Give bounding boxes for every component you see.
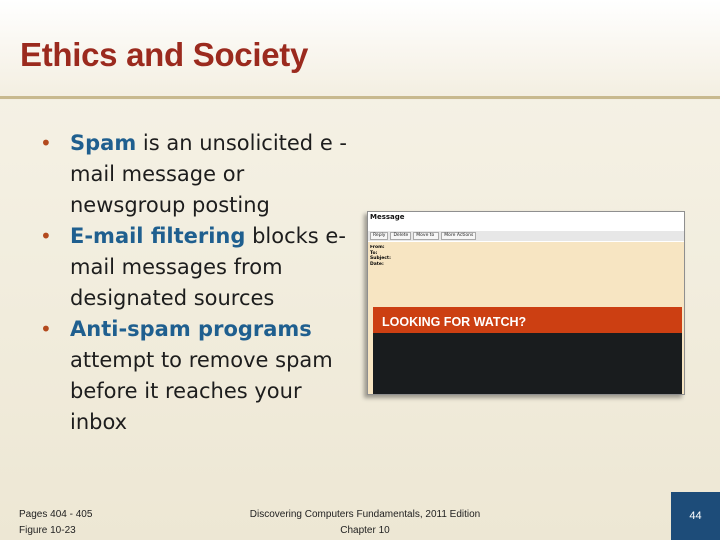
spam-email-body <box>373 307 682 394</box>
bullet-text-antispam: attempt to remove spam before it reaches your inbox <box>70 348 333 434</box>
header-subject: Subject: <box>370 256 391 261</box>
message-headers <box>370 245 682 267</box>
move-to-select[interactable]: Move to <box>413 232 439 240</box>
footer-book-title: Discovering Computers Fundamentals, 2011 Edition <box>249 509 481 520</box>
email-banner <box>373 307 682 333</box>
bullet-item-antispam <box>40 314 358 438</box>
message-header-bar <box>368 212 684 242</box>
delete-button[interactable]: Delete <box>390 232 411 240</box>
footer-chapter: Chapter 10 <box>340 525 390 536</box>
spam-email-screenshot <box>367 211 685 395</box>
message-toolbar <box>368 231 684 241</box>
slide-title: Ethics and Society <box>20 36 309 73</box>
header-to: To: <box>370 250 378 256</box>
title-divider <box>0 96 720 99</box>
term-email-filtering: E-mail filtering <box>70 224 246 248</box>
bullet-item-spam <box>40 128 358 221</box>
more-actions-select[interactable]: More Actions <box>441 232 476 240</box>
term-spam: Spam <box>70 131 137 155</box>
message-label: Message <box>370 213 405 221</box>
header-from: From: <box>370 245 385 250</box>
footer-pages: Pages 404 - 405 <box>19 509 93 520</box>
term-anti-spam: Anti-spam programs <box>70 317 312 341</box>
email-heading: LOOKING FOR WATCH? <box>382 315 527 329</box>
bullet-icon: • <box>40 131 52 155</box>
page-number: 44 <box>671 492 720 540</box>
footer-book <box>230 507 500 539</box>
bullet-icon: • <box>40 224 52 248</box>
header-date: Date: <box>370 261 384 267</box>
bullet-icon: • <box>40 317 52 341</box>
footer-reference <box>19 507 92 539</box>
bullet-list <box>40 128 358 438</box>
bullet-item-filtering <box>40 221 358 314</box>
bullet-text-filtering: blocks e-mail messages from designated sources <box>70 224 346 310</box>
reply-button[interactable]: Reply <box>370 232 388 240</box>
bullet-text-spam: is an unsolicited e -mail message or newsgroup posting <box>70 131 347 217</box>
footer-figure: Figure 10-23 <box>19 525 76 536</box>
